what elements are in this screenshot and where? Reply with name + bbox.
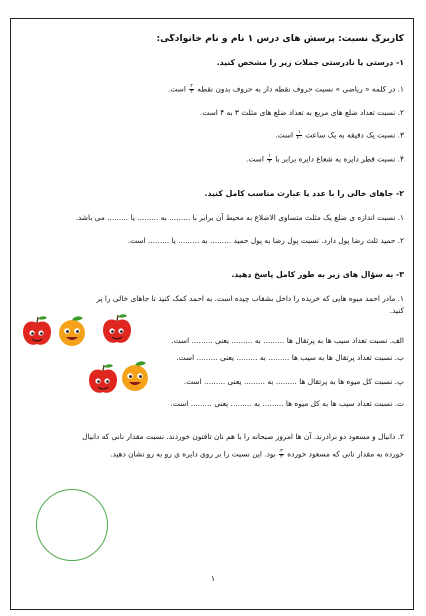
section2-heading: ۲- جاهای خالی را با عدد یا عبارت مناسب کامل کنید. xyxy=(204,189,404,198)
section1-item-4: ۴. نسبت قطر دایره به شعاع دایره برابر با $\frac{۱}{۲}$ است. xyxy=(246,154,404,165)
section3-q2-line1: ۲. دانیال و مسعود دو برادرند. آن ها امروز صبحانه را با هم نان تافتون خوردند. نسبت مقدار نانی که دانیال xyxy=(82,432,404,441)
section3-heading: ۳- به سؤال های زیر به طور کامل پاسخ دهید. xyxy=(231,270,404,279)
q1-item-b: ب. نسبت تعداد پرتقال ها به سیب ها ......... به ......... یعنی ......... است. xyxy=(176,353,404,362)
section2-item-1: ۱. نسبت اندازه ی ضلع یک مثلث متساوی الاضلاع به محیط آن برابر با ......... به ......... یا ......... می باشد. xyxy=(75,213,404,222)
apple-icon xyxy=(100,312,134,346)
section2-item-2: ۲. حمید ثلث رضا پول دارد. نسبت پول رضا به پول حمید ......... به ......... یا ......... است. xyxy=(127,236,404,245)
page-number: ۱ xyxy=(210,574,216,583)
section3-q1-line1: ۱. مادر احمد میوه هایی که خریده را داخل بشقاب چیده است. به احمد کمک کنید تا جاهای خالی را پر xyxy=(96,294,404,303)
section1-heading: ۱- درستی یا نادرستی جملات زیر را مشخص کنید. xyxy=(216,58,404,67)
section1-item-1: ۱. در کلمه « ریاضی » نسبت حروف نقطه دار به حروف بدون نقطه $\frac{۲}{۳}$ است. xyxy=(168,84,404,95)
orange-icon xyxy=(118,359,152,393)
q1-item-c: پ. نسبت کل میوه ها به پرتقال ها ......... به ......... یعنی ......... است. xyxy=(183,377,404,386)
fraction: $\frac{۳}{۲}$ xyxy=(280,449,283,460)
fraction: $\frac{۱}{۲}$ xyxy=(268,154,271,165)
orange-icon xyxy=(55,314,89,348)
section3-q2-line2: خورده به مقدار نانی که مسعود خورده $\frac{۳}{۲}$ بود. این نسبت را بر روی دایره ی رو به رو نشان دهید. xyxy=(110,449,404,460)
apple-icon xyxy=(86,362,120,396)
apple-icon xyxy=(20,314,54,348)
worksheet-title: کاربرگ نسبت: پرسش های درس ۱ نام و نام خانوادگی: xyxy=(156,34,404,44)
section3-q1-line2: کنید. xyxy=(389,306,404,315)
fraction: $\frac{۱}{۶۰}$ xyxy=(296,130,302,141)
answer-circle xyxy=(36,489,108,561)
q1-item-d: ت. نسبت تعداد سیب ها به کل میوه ها ......... به ......... یعنی ......... است. xyxy=(170,399,404,408)
q1-item-a: الف. نسبت تعداد سیب ها به پرتقال ها ......... به ......... یعنی ......... است. xyxy=(171,336,404,345)
section1-item-3: ۳. نسبت یک دقیقه به یک ساعت $\frac{۱}{۶۰}$ است. xyxy=(275,130,404,141)
fraction: $\frac{۲}{۳}$ xyxy=(190,84,193,95)
section1-item-2: ۲. نسبت تعداد ضلع های مربع به تعداد ضلع های مثلث ۳ به ۴ است. xyxy=(199,108,404,117)
